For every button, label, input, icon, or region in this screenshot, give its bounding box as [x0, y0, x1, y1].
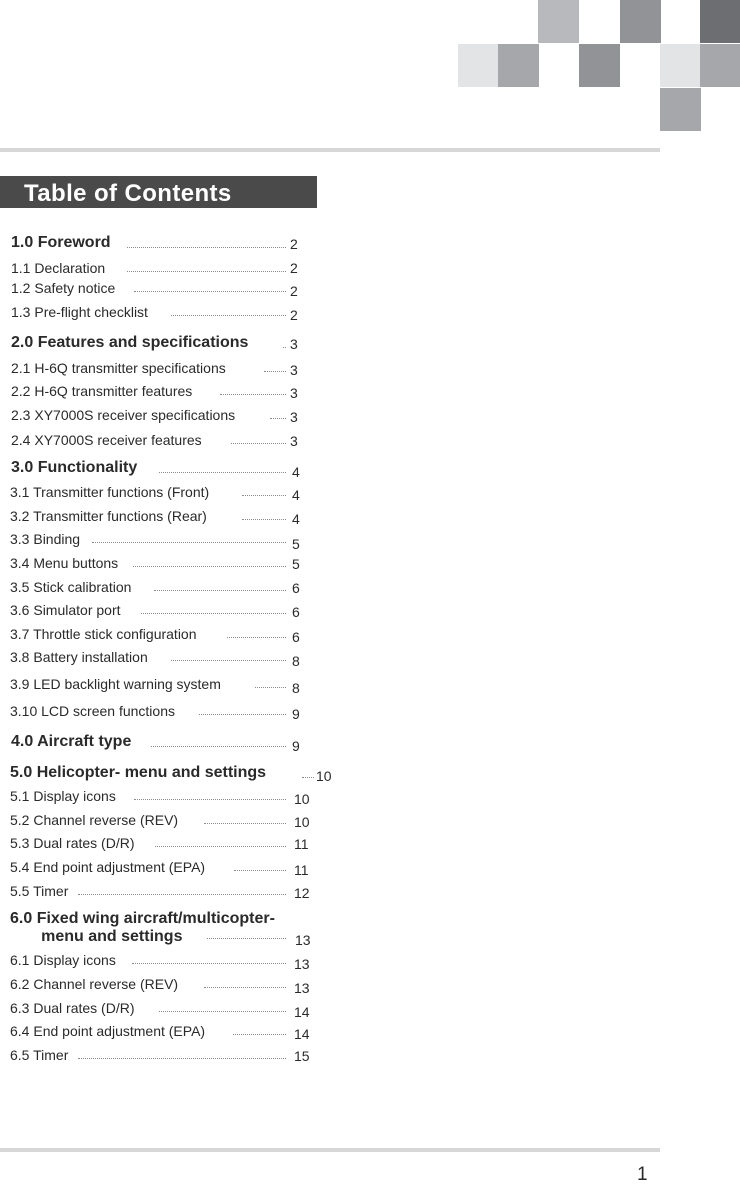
toc-entry-title: 3.5 Stick calibration	[10, 579, 132, 595]
toc-leader-dots	[127, 271, 286, 272]
toc-entry-title: 5.2 Channel reverse (REV)	[10, 812, 179, 828]
decor-square	[458, 44, 499, 87]
toc-page-number: 10	[294, 791, 310, 807]
toc-page-number: 13	[295, 932, 311, 948]
toc-page-number: 3	[290, 409, 298, 425]
toc-title: Table of Contents	[24, 180, 232, 207]
decor-square	[660, 88, 701, 131]
toc-entry-title: 6.3 Dual rates (D/R)	[10, 1000, 135, 1016]
decor-square	[700, 44, 740, 87]
toc-page-number: 11	[294, 862, 309, 878]
toc-entry-title: 6.2 Channel reverse (REV)	[10, 976, 179, 992]
toc-entry-title: 3.6 Simulator port	[10, 602, 121, 618]
toc-page-number: 3	[290, 336, 298, 352]
toc-page-number: 12	[294, 885, 310, 901]
bottom-divider	[0, 1148, 660, 1152]
toc-leader-dots	[154, 590, 286, 591]
toc-section-title: 2.0 Features and specifications	[11, 334, 249, 351]
toc-page-number: 11	[294, 836, 309, 852]
toc-title-banner	[0, 176, 317, 208]
toc-leader-dots	[78, 1058, 286, 1059]
toc-page-number: 2	[290, 307, 298, 323]
toc-entry-title: 1.3 Pre-flight checklist	[11, 304, 148, 320]
toc-page-number: 8	[292, 680, 300, 696]
toc-leader-dots	[132, 963, 286, 964]
toc-entry-title: 6.5 Timer	[10, 1047, 69, 1063]
toc-page-number: 3	[290, 385, 298, 401]
toc-leader-dots	[220, 394, 286, 395]
toc-leader-dots	[171, 315, 286, 316]
toc-section-title: 4.0 Aircraft type	[11, 733, 132, 750]
decor-square	[538, 0, 579, 43]
toc-leader-dots	[133, 566, 286, 567]
toc-page-number: 3	[290, 362, 298, 378]
toc-leader-dots	[264, 371, 286, 372]
page-number: 1	[637, 1164, 648, 1185]
toc-entry-title: 3.8 Battery installation	[10, 649, 148, 665]
toc-section-title: 3.0 Functionality	[11, 459, 138, 476]
toc-entry-title: 2.1 H-6Q transmitter specifications	[11, 360, 226, 376]
toc-leader-dots	[255, 687, 286, 688]
toc-leader-dots	[207, 938, 286, 939]
toc-entry-title: 3.2 Transmitter functions (Rear)	[10, 508, 207, 524]
toc-page-number: 13	[294, 980, 310, 996]
toc-page-number: 10	[294, 814, 310, 830]
toc-page-number: 5	[292, 556, 300, 572]
toc-entry-title: 3.9 LED backlight warning system	[10, 676, 221, 692]
toc-leader-dots	[283, 347, 286, 348]
toc-entry-title: 5.1 Display icons	[10, 788, 116, 804]
toc-entry-title: 3.1 Transmitter functions (Front)	[10, 484, 210, 500]
toc-leader-dots	[231, 443, 286, 444]
toc-leader-dots	[227, 637, 286, 638]
decor-square	[579, 44, 620, 87]
toc-entry-title: 5.5 Timer	[10, 883, 69, 899]
toc-leader-dots	[78, 894, 286, 895]
toc-leader-dots	[234, 870, 286, 871]
toc-leader-dots	[159, 472, 286, 473]
toc-page-number: 6	[292, 604, 300, 620]
toc-leader-dots	[141, 613, 286, 614]
toc-page-number: 8	[292, 653, 300, 669]
toc-page-number: 4	[292, 511, 300, 527]
toc-leader-dots	[92, 542, 286, 543]
toc-page-number: 5	[292, 536, 300, 552]
toc-entry-title: 3.4 Menu buttons	[10, 555, 119, 571]
toc-entry-title: 6.4 End point adjustment (EPA)	[10, 1023, 206, 1039]
top-divider	[0, 148, 660, 152]
toc-leader-dots	[151, 746, 286, 747]
toc-leader-dots	[134, 799, 286, 800]
toc-leader-dots	[155, 846, 286, 847]
toc-entry-title: 2.2 H-6Q transmitter features	[11, 383, 193, 399]
toc-leader-dots	[204, 823, 286, 824]
toc-page-number: 3	[290, 433, 298, 449]
decor-square	[660, 44, 701, 87]
toc-page-number: 9	[292, 738, 300, 754]
toc-page-number: 15	[294, 1048, 310, 1064]
toc-leader-dots	[302, 777, 314, 778]
toc-leader-dots	[242, 495, 286, 496]
toc-leader-dots	[171, 660, 286, 661]
toc-entry-title: 6.1 Display icons	[10, 952, 116, 968]
toc-leader-dots	[233, 1034, 286, 1035]
toc-page-number: 2	[290, 260, 298, 276]
toc-leader-dots	[159, 1011, 286, 1012]
toc-leader-dots	[127, 247, 286, 248]
toc-page-number: 14	[294, 1004, 310, 1020]
toc-section-title: 1.0 Foreword	[11, 234, 111, 251]
toc-entry-title: 1.2 Safety notice	[11, 280, 116, 296]
toc-page-number: 2	[290, 236, 298, 252]
toc-page-number: 13	[294, 956, 310, 972]
toc-page-number: 6	[292, 629, 300, 645]
toc-entry-title: 2.4 XY7000S receiver features	[11, 432, 202, 448]
toc-page-number: 4	[292, 464, 300, 480]
toc-entry-title: 2.3 XY7000S receiver specifications	[11, 407, 236, 423]
toc-page-number: 9	[292, 706, 300, 722]
toc-entry-title: 5.3 Dual rates (D/R)	[10, 835, 135, 851]
toc-section-title: 5.0 Helicopter- menu and settings	[10, 764, 267, 781]
toc-page-number: 6	[292, 580, 300, 596]
decor-square	[700, 0, 740, 43]
toc-leader-dots	[270, 418, 286, 419]
toc-section-title: 6.0 Fixed wing aircraft/multicopter- menu and settings	[10, 910, 275, 945]
toc-page-number: 10	[316, 768, 332, 784]
toc-leader-dots	[134, 291, 286, 292]
toc-page-number: 4	[292, 487, 300, 503]
toc-entry-title: 3.3 Binding	[10, 531, 81, 547]
toc-entry-title: 3.7 Throttle stick configuration	[10, 626, 197, 642]
toc-leader-dots	[242, 519, 286, 520]
toc-leader-dots	[199, 714, 286, 715]
toc-page-number: 14	[294, 1026, 310, 1042]
toc-entry-title: 5.4 End point adjustment (EPA)	[10, 859, 206, 875]
toc-page-number: 2	[290, 283, 298, 299]
toc-entry-title: 3.10 LCD screen functions	[10, 703, 175, 719]
toc-entry-title: 1.1 Declaration	[11, 260, 106, 276]
toc-leader-dots	[204, 987, 286, 988]
decor-square	[620, 0, 661, 43]
decor-square	[498, 44, 539, 87]
